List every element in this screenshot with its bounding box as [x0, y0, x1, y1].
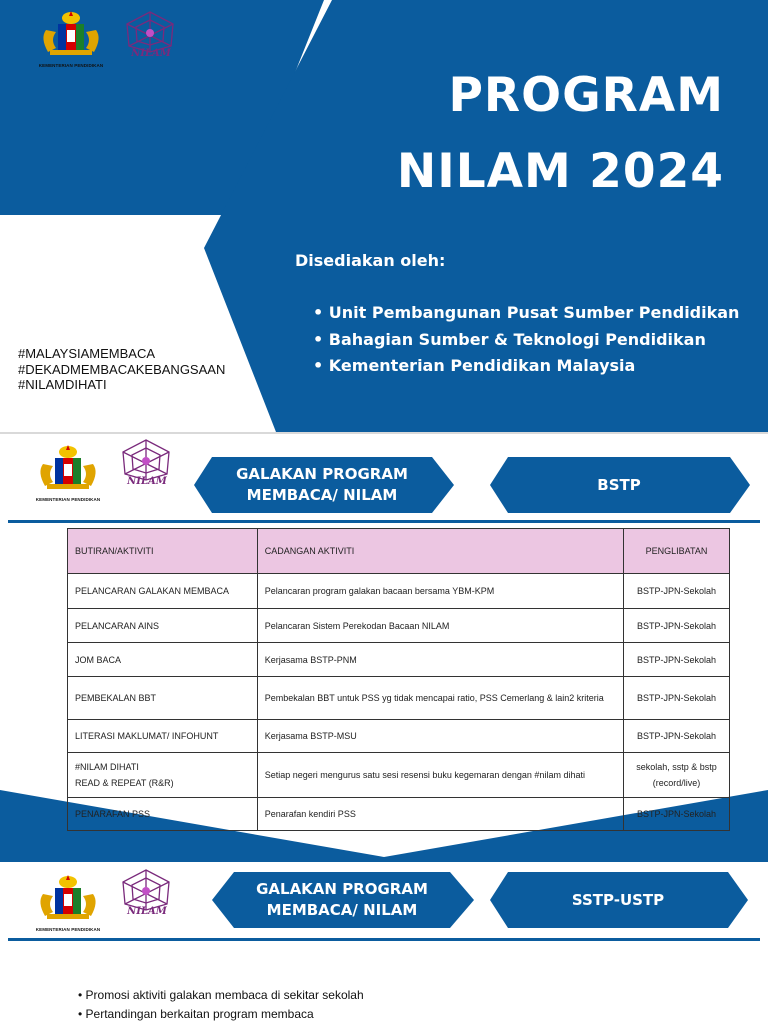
slide3-bullet-list [78, 986, 364, 1024]
slide-divider [0, 432, 768, 434]
list-item: • Bahagian Sumber & Teknologi Pendidikan [313, 329, 706, 349]
table-cell: PEMBEKALAN BBT [68, 677, 258, 720]
coat-of-arms-icon [36, 8, 106, 58]
hashtag: #MALAYSIAMEMBACA [18, 346, 156, 361]
cell-line: (record/live) [652, 778, 701, 788]
hashtag: #DEKADMEMBACAKEBANGSAAN [18, 361, 226, 377]
ministry-caption: KEMENTERIAN PENDIDIKAN [35, 927, 101, 932]
table-row [68, 643, 730, 677]
slide3-chevron-left: GALAKAN PROGRAM MEMBACA/ NILAM [256, 880, 428, 919]
nilam-logo-slide2 [113, 436, 179, 494]
table-cell: Setiap negeri mengurus satu sesi resensi buku kegemaran dengan #nilam dihati [257, 753, 623, 798]
table-cell: BSTP-JPN-Sekolah [624, 609, 730, 643]
table-cell: Penarafan kendiri PSS [257, 798, 623, 831]
ministry-logo-slide3 [32, 872, 104, 932]
hashtag: #NILAMDIHATI [18, 377, 107, 392]
prepared-by-list [313, 300, 739, 380]
table-header-row [68, 529, 730, 574]
table-header: CADANGAN AKTIVITI [257, 529, 623, 574]
table-cell: PENARAFAN PSS [68, 798, 258, 831]
slide2-header-rule [8, 520, 760, 523]
table-cell [68, 753, 258, 798]
table-cell: BSTP-JPN-Sekolah [624, 720, 730, 753]
table-row [68, 798, 730, 831]
table-cell: BSTP-JPN-Sekolah [624, 677, 730, 720]
table-cell: JOM BACA [68, 643, 258, 677]
nilam-logo-slide3 [113, 866, 179, 924]
ministry-logo-slide1 [36, 8, 106, 68]
table-cell: PELANCARAN AINS [68, 609, 258, 643]
table-row [68, 574, 730, 609]
nilam-logo-slide1 [117, 8, 183, 66]
table-cell: BSTP-JPN-Sekolah [624, 798, 730, 831]
table-row [68, 720, 730, 753]
table-header: PENGLIBATAN [624, 529, 730, 574]
table-cell: Pelancaran program galakan bacaan bersama YBM-KPM [257, 574, 623, 609]
slide3-header-rule [8, 938, 760, 941]
table-cell: LITERASI MAKLUMAT/ INFOHUNT [68, 720, 258, 753]
cell-line: #NILAM DIHATI [75, 762, 139, 772]
page-title [397, 58, 724, 210]
table-row [68, 677, 730, 720]
table-cell: Pelancaran Sistem Perekodan Bacaan NILAM [257, 609, 623, 643]
activity-table [67, 528, 730, 831]
list-item: • Promosi aktiviti galakan membaca di sekitar sekolah [78, 988, 364, 1002]
coat-of-arms-icon [32, 442, 104, 492]
table-row [68, 753, 730, 798]
slide3-chevron-right: SSTP-USTP [571, 890, 665, 909]
coat-of-arms-icon [32, 872, 104, 922]
table-cell [624, 753, 730, 798]
table-cell: BSTP-JPN-Sekolah [624, 643, 730, 677]
slide2-chevron-right: BSTP [597, 475, 641, 494]
nilam-wordmark: NILAM [127, 476, 167, 487]
ministry-caption: KEMENTERIAN PENDIDIKAN [38, 63, 104, 68]
table-header: BUTIRAN/AKTIVITI [68, 529, 258, 574]
list-item: • Pertandingan berkaitan program membaca [78, 1007, 314, 1021]
ministry-logo-slide2 [32, 442, 104, 502]
cell-line: sekolah, sstp & bstp [636, 762, 717, 772]
table-cell: Pembekalan BBT untuk PSS yg tidak mencapai ratio, PSS Cemerlang & lain2 kriteria [257, 677, 623, 720]
table-cell: BSTP-JPN-Sekolah [624, 574, 730, 609]
hashtag-list [18, 346, 225, 393]
list-item: • Kementerian Pendidikan Malaysia [313, 356, 636, 375]
slide2-chevron-left: GALAKAN PROGRAM MEMBACA/ NILAM [236, 465, 408, 504]
table-row [68, 609, 730, 643]
title-line-2: NILAM 2024 [396, 144, 724, 199]
prepared-by-label: Disediakan oleh: [295, 251, 446, 270]
cell-line: READ & REPEAT (R&R) [75, 778, 174, 788]
table-cell: Kerjasama BSTP-MSU [257, 720, 623, 753]
table-cell: PELANCARAN GALAKAN MEMBACA [68, 574, 258, 609]
title-line-1: PROGRAM [448, 68, 724, 123]
table-cell: Kerjasama BSTP-PNM [257, 643, 623, 677]
list-item: • Unit Pembangunan Pusat Sumber Pendidikan [313, 303, 740, 322]
ministry-caption: KEMENTERIAN PENDIDIKAN [35, 497, 101, 502]
nilam-wordmark: NILAM [131, 48, 171, 59]
nilam-wordmark: NILAM [127, 906, 167, 917]
